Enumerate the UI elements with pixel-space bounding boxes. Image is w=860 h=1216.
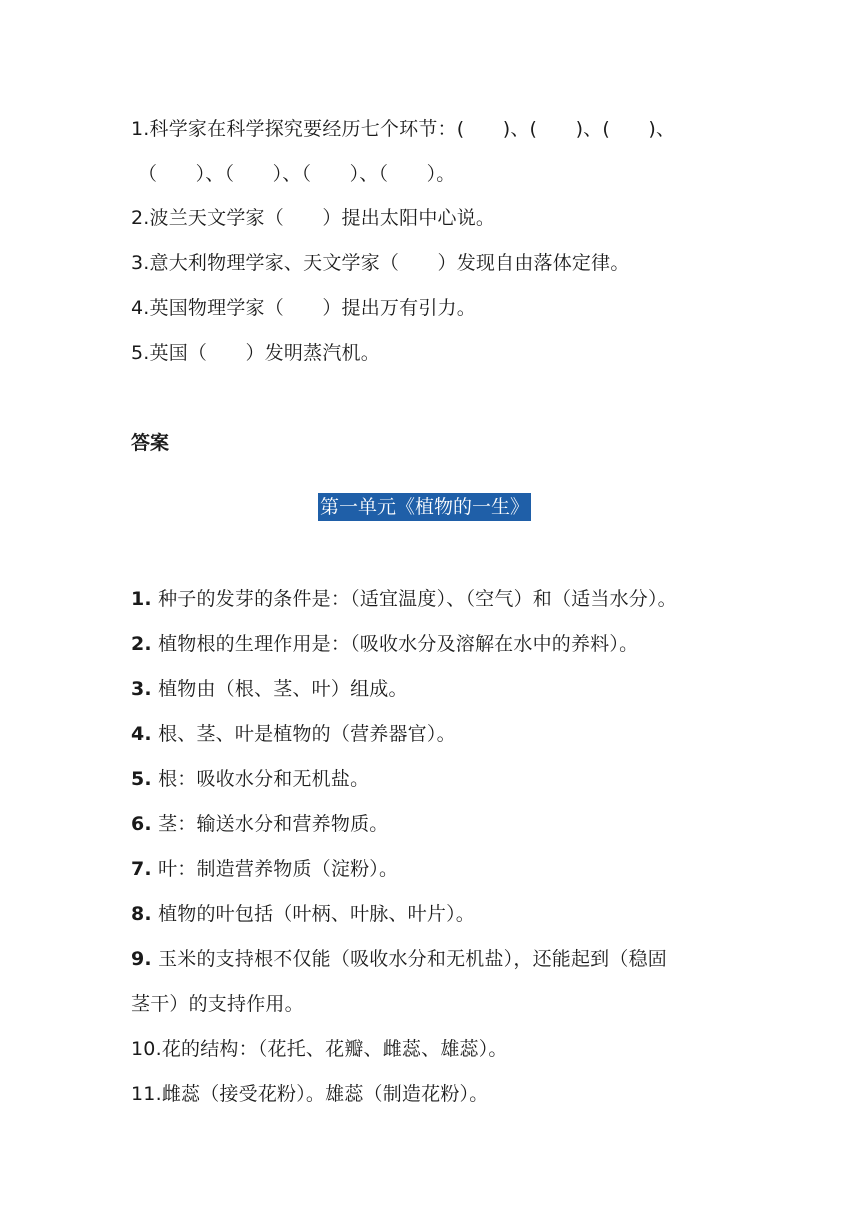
answer-number: 7. <box>131 858 152 880</box>
question-2: 2.波兰天文学家（ ）提出太阳中心说。 <box>131 207 496 229</box>
answer-item-6 <box>131 809 388 839</box>
answer-item-9 <box>131 944 667 974</box>
question-1-line-2: （ ）、（ ）、（ ）、（ ）。 <box>138 163 456 185</box>
answer-text: 11.雌蕊（接受花粉）。雄蕊（制造花粉）。 <box>131 1083 489 1105</box>
question-1-line-1: 1.科学家在科学探究要经历七个环节：( )、( )、( )、 <box>131 118 676 140</box>
answer-text: 叶：制造营养物质（淀粉）。 <box>151 858 399 880</box>
answer-item-1 <box>131 584 677 614</box>
answer-item-4 <box>131 719 456 749</box>
answer-text: 茎干）的支持作用。 <box>131 993 304 1015</box>
question-5: 5.英国（ ）发明蒸汽机。 <box>131 342 380 364</box>
answer-item-7 <box>131 854 398 884</box>
answer-text: 植物由（根、茎、叶）组成。 <box>151 678 408 700</box>
answer-number: 4. <box>131 723 152 745</box>
answer-text: 玉米的支持根不仅能（吸收水分和无机盐），还能起到（稳固 <box>151 948 667 970</box>
answer-heading: 答案 <box>131 432 170 454</box>
answer-text: 茎：输送水分和营养物质。 <box>151 813 389 835</box>
answer-item-2 <box>131 629 638 659</box>
answer-number: 6. <box>131 813 152 835</box>
answer-item-3 <box>131 674 408 704</box>
answer-item-10 <box>131 1034 508 1064</box>
answer-number: 3. <box>131 678 152 700</box>
answer-number: 2. <box>131 633 152 655</box>
answer-number: 5. <box>131 768 152 790</box>
question-3: 3.意大利物理学家、天文学家（ ）发现自由落体定律。 <box>131 252 630 274</box>
answer-text: 根：吸收水分和无机盐。 <box>151 768 370 790</box>
unit-title-banner: 第一单元《植物的一生》 <box>318 493 531 521</box>
answer-text: 根、茎、叶是植物的（营养器官）。 <box>151 723 456 745</box>
question-4: 4.英国物理学家（ ）提出万有引力。 <box>131 297 476 319</box>
answer-item-8 <box>131 899 475 929</box>
answer-number: 9. <box>131 948 152 970</box>
answer-text: 植物根的生理作用是：（吸收水分及溶解在水中的养料）。 <box>151 633 639 655</box>
answer-item-11 <box>131 1079 488 1109</box>
answer-number: 8. <box>131 903 152 925</box>
answer-text: 种子的发芽的条件是：（适宜温度）、（空气）和（适当水分）。 <box>151 588 677 610</box>
answer-text: 植物的叶包括（叶柄、叶脉、叶片）。 <box>151 903 475 925</box>
answer-number: 1. <box>131 588 152 610</box>
answer-item-5 <box>131 764 369 794</box>
answer-item-9-continued <box>131 989 304 1019</box>
answer-text: 10.花的结构：（花托、花瓣、雌蕊、雄蕊）。 <box>131 1038 508 1060</box>
